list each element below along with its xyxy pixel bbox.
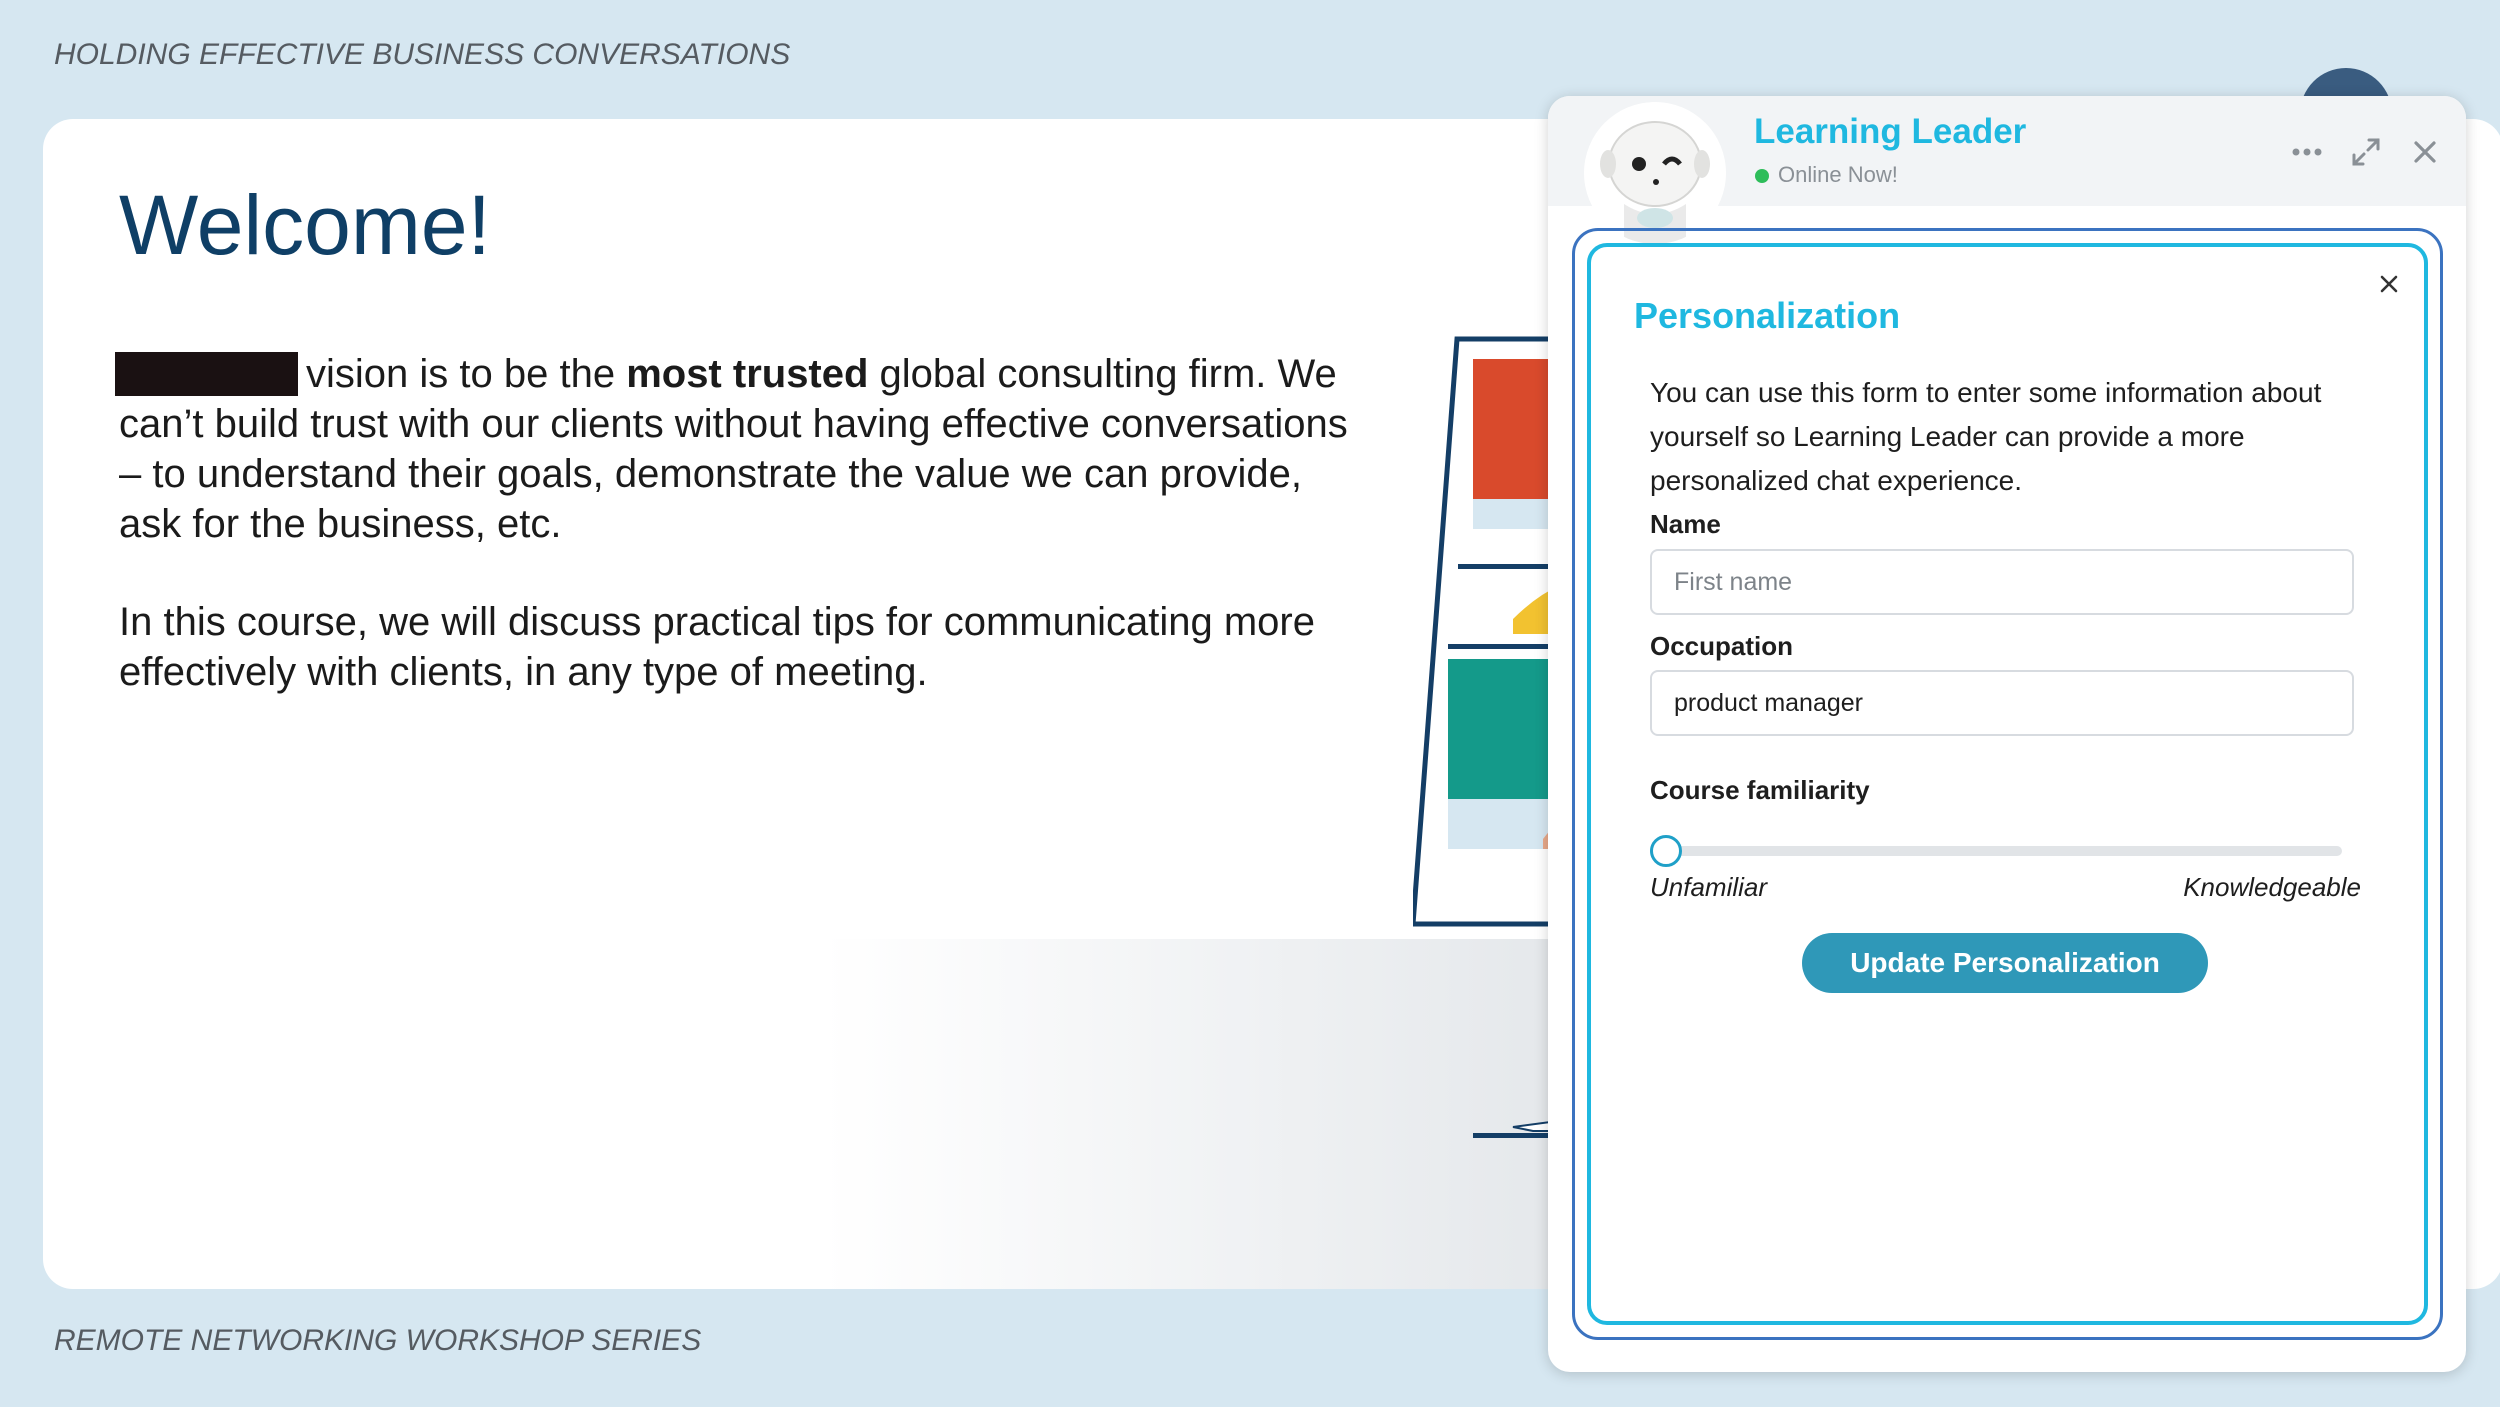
slider-thumb[interactable] — [1650, 835, 1682, 867]
occupation-label: Occupation — [1650, 631, 1794, 661]
series-footer: REMOTE NETWORKING WORKSHOP SERIES — [54, 1324, 702, 1357]
course-header: HOLDING EFFECTIVE BUSINESS CONVERSATIONS — [54, 38, 791, 71]
expand-icon — [2351, 137, 2381, 167]
close-personalization-button[interactable] — [2372, 267, 2406, 301]
occupation-field[interactable] — [1650, 670, 2354, 736]
close-icon — [2413, 140, 2437, 164]
course-familiarity-label: Course familiarity — [1650, 775, 1870, 805]
online-status-dot — [1755, 169, 1769, 183]
slider-min-label: Unfamiliar — [1650, 872, 1768, 902]
more-dots-icon — [2291, 147, 2323, 157]
paragraph-1-part1: vision is to be the — [306, 352, 627, 396]
expand-button[interactable] — [2346, 132, 2386, 172]
slider-max-label: Knowledgeable — [2183, 872, 2361, 902]
name-field[interactable] — [1650, 549, 2354, 615]
close-icon — [2379, 274, 2399, 294]
bot-name: Learning Leader — [1754, 112, 2027, 151]
online-status: Online Now! — [1778, 162, 1898, 187]
slide-paragraph-1 — [119, 349, 1369, 549]
personalization-panel — [1587, 243, 2428, 1325]
name-label: Name — [1650, 509, 1721, 539]
robot-avatar-icon — [1584, 102, 1726, 244]
update-personalization-button[interactable]: Update Personalization — [1802, 933, 2208, 993]
personalization-description: You can use this form to enter some information about yourself so Learning Leader can provide a more personalized chat experience. — [1650, 377, 2322, 496]
course-familiarity-slider[interactable] — [1666, 846, 2342, 856]
close-chat-button[interactable] — [2405, 132, 2445, 172]
slide-title: Welcome! — [119, 178, 491, 272]
redacted-company-name — [115, 352, 298, 396]
robot-avatar — [1584, 102, 1726, 244]
more-button[interactable] — [2287, 132, 2327, 172]
personalization-title: Personalization — [1634, 295, 1901, 336]
slide-paragraph-2: In this course, we will discuss practical tips for communicating more effectively with clients, in any type of meeting. — [119, 600, 1315, 694]
paragraph-1-bold: most trusted — [626, 352, 869, 396]
paragraph-1-part2: global consulting firm. We can’t build trust with our clients without having effective conversations – to understand their goals, demonstrate the value we can provide, ask for the business, etc. — [119, 352, 1348, 546]
chat-widget — [1548, 96, 2466, 1372]
personalization-panel-frame — [1572, 228, 2443, 1340]
